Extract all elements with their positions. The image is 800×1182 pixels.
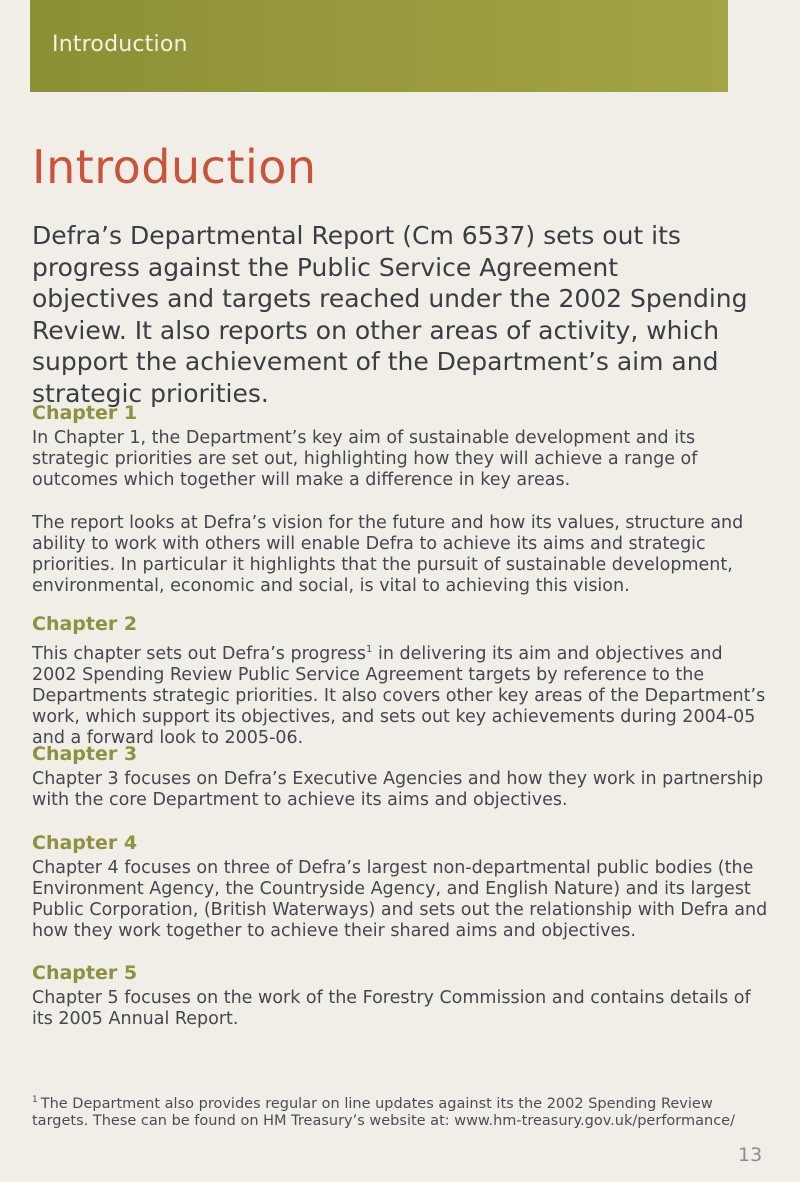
page-number: 13 [738,1144,763,1166]
chapter-5-heading: Chapter 5 [32,962,138,984]
chapter-2-heading: Chapter 2 [32,613,138,635]
footnote-marker: 1 [32,1095,38,1105]
chapter-5-section [32,962,772,1052]
page-title: Introduction [32,140,317,194]
footnote-text: The Department also provides regular on line updates against its the 2002 Spending Review targets. These can be found on HM Treasury’s website at: www.hm-treasury.gov.uk/performance/ [32,1096,735,1129]
chapter-2-text-end: in delivering its aim and objectives and 2002 Spending Review Public Service Agreement targets by reference to the Departments strategic priorities. It also covers other key areas of the Department’s work, which support its objectives, and sets out key achievements during 2004-05 and a forward look to 2005-06. [32,644,766,748]
chapter-1-section [32,402,772,619]
chapter-4-section [32,832,772,964]
footnote [32,1092,752,1130]
chapter-3-paragraph: Chapter 3 focuses on Defra’s Executive Agencies and how they work in partnership with the core Department to achieve its aims and objectives. [32,769,764,810]
chapter-3-section [32,743,772,833]
chapter-4-heading: Chapter 4 [32,832,138,854]
chapter-2-text-start: This chapter sets out Defra’s progress [32,644,367,664]
chapter-2-paragraph [32,639,772,749]
footnote-reference: 1 [366,644,373,655]
header-banner [30,0,728,92]
chapter-1-paragraph-1: In Chapter 1, the Department’s key aim of sustainable development and its strategic priorities are set out, highlighting how they will achieve a range of outcomes which together will make a difference in key areas. [32,428,698,490]
chapter-1-paragraph-2: The report looks at Defra’s vision for the future and how its values, structure and ability to work with others will enable Defra to achieve its aims and strategic priorities. In particular it highlights that the pursuit of sustainable development, environmental, economic and social, is vital to achieving this vision. [32,513,744,596]
intro-paragraph: Defra’s Departmental Report (Cm 6537) sets out its progress against the Public Service Agreement objectives and targets reached under the 2002 Spending Review. It also reports on other areas of activity, which support the achievement of the Department’s aim and strategic priorities. [32,221,748,408]
chapter-4-paragraph: Chapter 4 focuses on three of Defra’s largest non-departmental public bodies (the Environment Agency, the Countryside Agency, and English Nature) and its largest Public Corporation, (British Waterways) and sets out the relationship with Defra and how they work together to achieve their shared aims and objectives. [32,858,768,941]
chapter-1-heading: Chapter 1 [32,402,138,424]
chapter-5-paragraph: Chapter 5 focuses on the work of the Forestry Commission and contains details of its 2005 Annual Report. [32,988,751,1029]
chapter-3-heading: Chapter 3 [32,743,138,765]
banner-title: Introduction [52,32,188,57]
